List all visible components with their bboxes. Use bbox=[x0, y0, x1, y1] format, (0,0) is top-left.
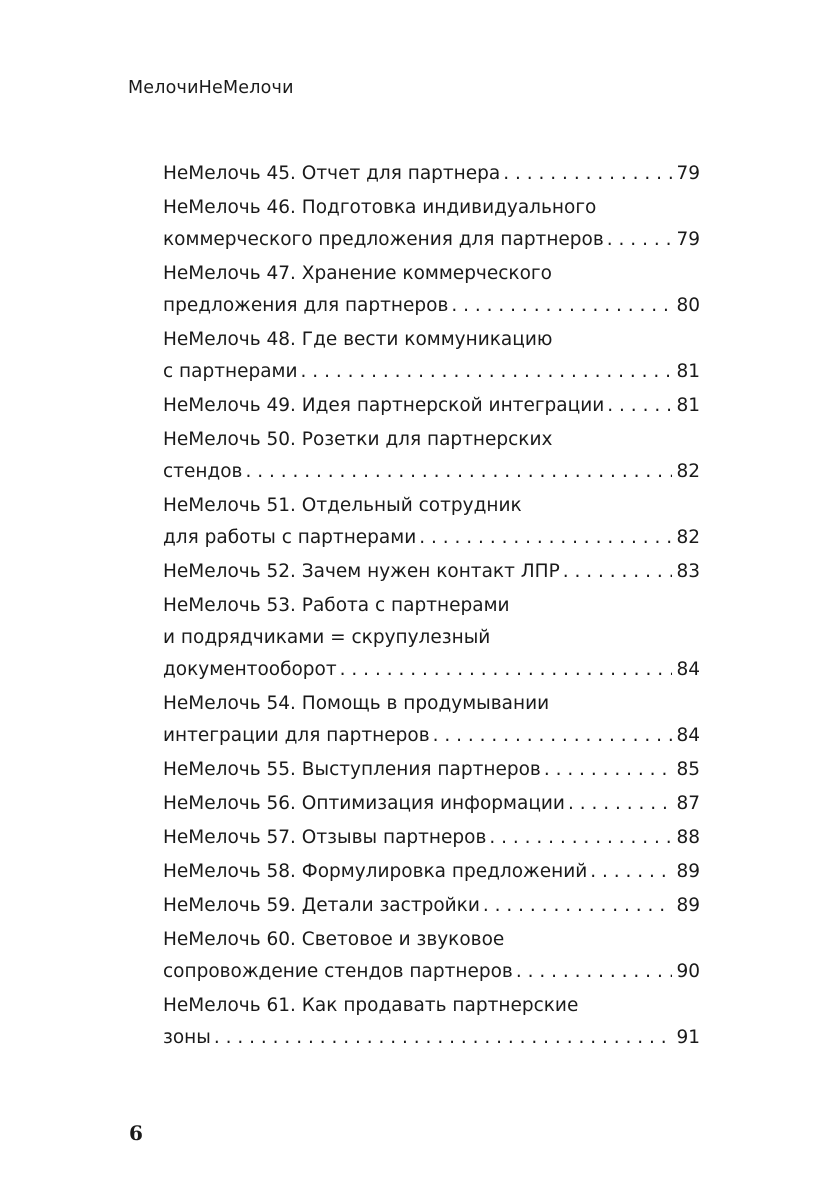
toc-entry-page: 81 bbox=[676, 395, 700, 416]
toc-entry-line: НеМелочь 50. Розетки для партнерских bbox=[163, 429, 553, 450]
toc-dot-leader bbox=[245, 456, 672, 488]
toc-entry bbox=[163, 788, 700, 820]
toc-entry bbox=[163, 688, 700, 752]
toc-entry bbox=[163, 258, 700, 322]
toc-entry-page: 85 bbox=[676, 759, 700, 780]
toc-entry-title: коммерческого предложения для партнеров bbox=[163, 229, 604, 250]
toc-entry-page: 81 bbox=[676, 361, 700, 382]
toc-entry-title: НеМелочь 45. Отчет для партнера bbox=[163, 163, 501, 184]
toc-entry bbox=[163, 390, 700, 422]
toc-entry-final-line bbox=[163, 158, 700, 190]
toc-entry-title: для работы с партнерами bbox=[163, 527, 417, 548]
toc-entry-title: НеМелочь 58. Формулировка предложений bbox=[163, 861, 588, 882]
toc-dot-leader bbox=[563, 556, 673, 588]
toc-entry-line: и подрядчиками = скрупулезный bbox=[163, 627, 491, 648]
toc-entry-page: 88 bbox=[676, 827, 700, 848]
toc-dot-leader bbox=[516, 956, 673, 988]
toc-entry bbox=[163, 556, 700, 588]
toc-entry-title: НеМелочь 57. Отзывы партнеров bbox=[163, 827, 487, 848]
toc-dot-leader bbox=[340, 654, 673, 686]
toc-entry-page: 90 bbox=[676, 961, 700, 982]
toc-entry-page: 83 bbox=[676, 561, 700, 582]
toc-entry-title: предложения для партнеров bbox=[163, 295, 449, 316]
toc-entry-title: НеМелочь 56. Оптимизация информации bbox=[163, 793, 565, 814]
toc-entry-line: НеМелочь 46. Подготовка индивидуального bbox=[163, 197, 597, 218]
toc-entry-page: 91 bbox=[676, 1027, 700, 1048]
toc-entry-title: стендов bbox=[163, 461, 243, 482]
toc-entry bbox=[163, 822, 700, 854]
toc-entry-line: НеМелочь 61. Как продавать партнерские bbox=[163, 995, 579, 1016]
toc-entry-page: 84 bbox=[676, 725, 700, 746]
toc-entry-final-line bbox=[163, 1022, 700, 1054]
toc-entry-title: зоны bbox=[163, 1027, 211, 1048]
page-number: 6 bbox=[129, 1121, 143, 1145]
toc-entry-final-line bbox=[163, 654, 700, 686]
toc-dot-leader bbox=[607, 390, 672, 422]
toc-entry-title: с партнерами bbox=[163, 361, 298, 382]
toc-entry-final-line bbox=[163, 822, 700, 854]
toc-dot-leader bbox=[568, 788, 672, 820]
toc-entry bbox=[163, 490, 700, 554]
toc-entry-final-line bbox=[163, 224, 700, 256]
toc-entry bbox=[163, 590, 700, 686]
toc-entry bbox=[163, 890, 700, 922]
toc-entry-line: НеМелочь 47. Хранение коммерческого bbox=[163, 263, 552, 284]
toc-entry-final-line bbox=[163, 356, 700, 388]
toc-entry bbox=[163, 424, 700, 488]
toc-entry bbox=[163, 158, 700, 190]
toc-entry-page: 82 bbox=[676, 527, 700, 548]
toc-entry bbox=[163, 324, 700, 388]
toc-entry-page: 82 bbox=[676, 461, 700, 482]
toc-entry-title: сопровождение стендов партнеров bbox=[163, 961, 513, 982]
toc-entry-line: НеМелочь 51. Отдельный сотрудник bbox=[163, 495, 522, 516]
toc-entry-final-line bbox=[163, 290, 700, 322]
toc-entry-final-line bbox=[163, 890, 700, 922]
running-head: МелочиНеМелочи bbox=[128, 78, 294, 98]
toc-entry-title: НеМелочь 55. Выступления партнеров bbox=[163, 759, 541, 780]
toc-entry-page: 89 bbox=[676, 861, 700, 882]
toc-entry-final-line bbox=[163, 788, 700, 820]
toc-entry-page: 79 bbox=[676, 229, 700, 250]
toc-entry bbox=[163, 924, 700, 988]
toc-entry-title: НеМелочь 49. Идея партнерской интеграции bbox=[163, 395, 605, 416]
toc-dot-leader bbox=[301, 356, 673, 388]
toc-entry-title: интеграции для партнеров bbox=[163, 725, 430, 746]
toc-entry-page: 80 bbox=[676, 295, 700, 316]
toc-entry-final-line bbox=[163, 556, 700, 588]
toc-entry bbox=[163, 990, 700, 1054]
toc-dot-leader bbox=[214, 1022, 673, 1054]
toc-entry bbox=[163, 856, 700, 888]
toc-entry bbox=[163, 754, 700, 786]
toc-dot-leader bbox=[451, 290, 672, 322]
toc-entry-final-line bbox=[163, 456, 700, 488]
table-of-contents bbox=[163, 158, 700, 1056]
toc-entry-final-line bbox=[163, 754, 700, 786]
toc-entry-title: НеМелочь 59. Детали застройки bbox=[163, 895, 480, 916]
toc-entry-line: НеМелочь 60. Световое и звуковое bbox=[163, 929, 505, 950]
toc-entry-line: НеМелочь 53. Работа с партнерами bbox=[163, 595, 510, 616]
toc-entry-final-line bbox=[163, 522, 700, 554]
toc-entry-final-line bbox=[163, 720, 700, 752]
toc-dot-leader bbox=[483, 890, 673, 922]
toc-dot-leader bbox=[419, 522, 672, 554]
toc-entry-page: 89 bbox=[676, 895, 700, 916]
toc-entry-final-line bbox=[163, 856, 700, 888]
toc-entry-page: 79 bbox=[676, 163, 700, 184]
toc-dot-leader bbox=[590, 856, 672, 888]
toc-dot-leader bbox=[433, 720, 673, 752]
toc-dot-leader bbox=[544, 754, 673, 786]
toc-dot-leader bbox=[503, 158, 672, 190]
toc-entry-line: НеМелочь 54. Помощь в продумывании bbox=[163, 693, 550, 714]
toc-entry-page: 84 bbox=[676, 659, 700, 680]
toc-entry-title: НеМелочь 52. Зачем нужен контакт ЛПР bbox=[163, 561, 560, 582]
toc-entry-title: документооборот bbox=[163, 659, 337, 680]
toc-entry-line: НеМелочь 48. Где вести коммуникацию bbox=[163, 329, 553, 350]
toc-entry bbox=[163, 192, 700, 256]
toc-entry-page: 87 bbox=[676, 793, 700, 814]
toc-entry-final-line bbox=[163, 956, 700, 988]
toc-dot-leader bbox=[607, 224, 673, 256]
toc-dot-leader bbox=[489, 822, 672, 854]
toc-entry-final-line bbox=[163, 390, 700, 422]
